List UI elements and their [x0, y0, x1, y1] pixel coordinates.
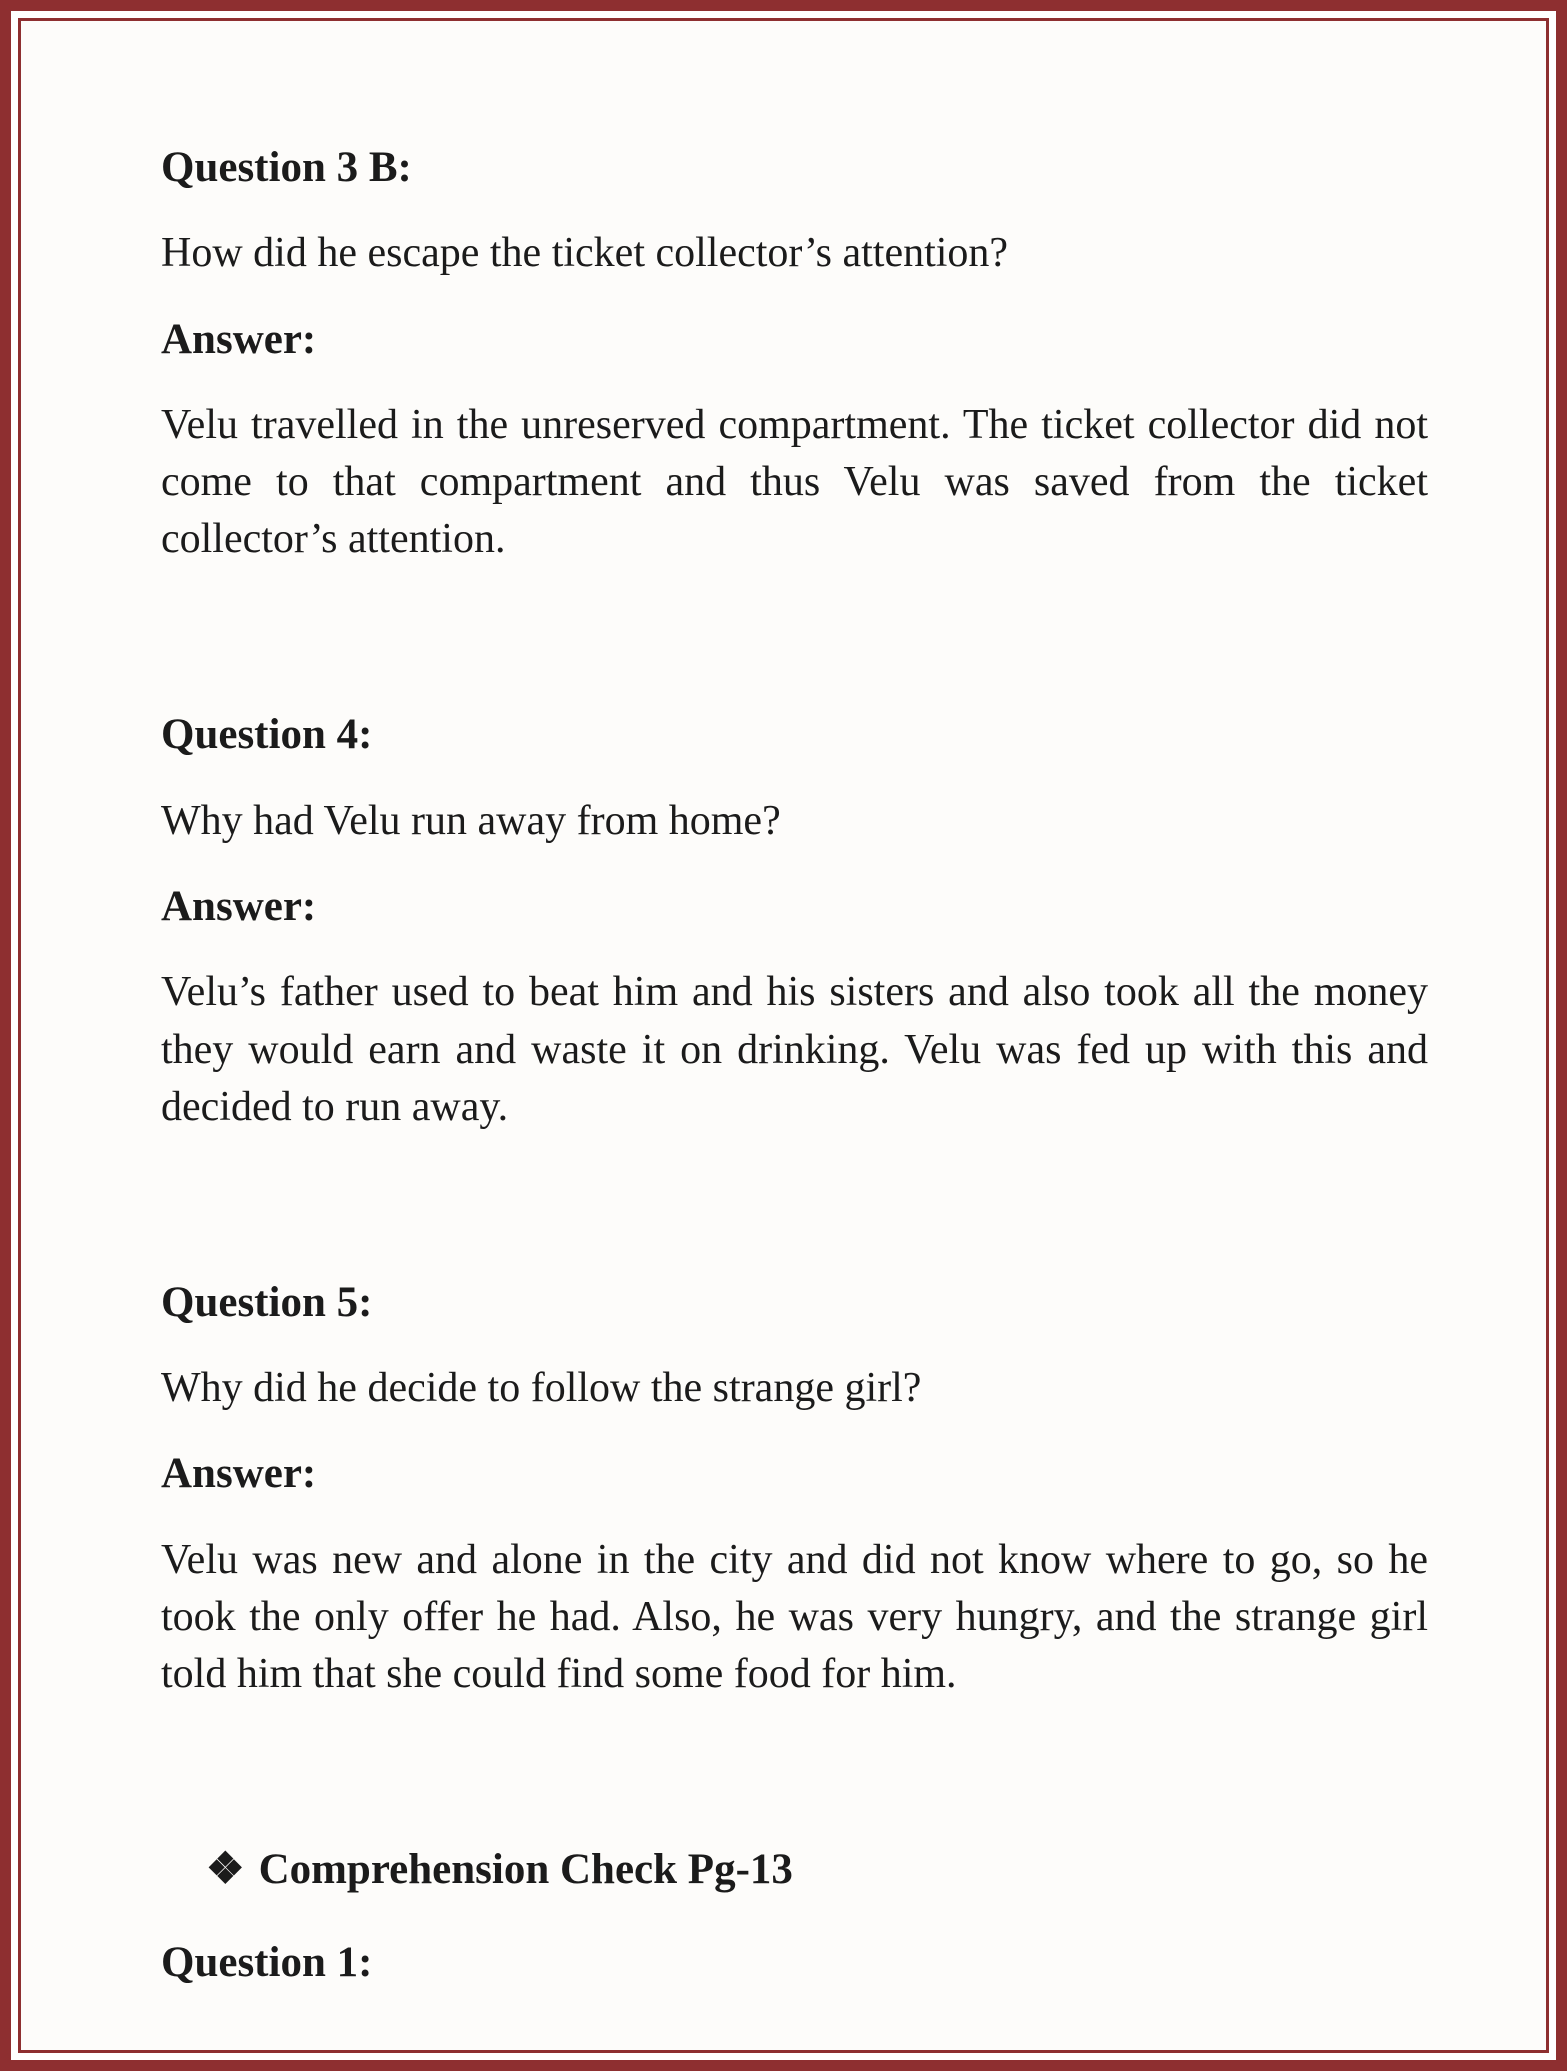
page-inner-frame [18, 18, 1549, 2053]
question-heading: Question 5: [161, 1278, 373, 1326]
answer-text: Velu’s father used to beat him and his sisters and also took all the money they would earn and waste it on drinking. Velu was fed up with this and decided to run away. [161, 969, 1428, 1130]
diamond-bullet-icon: ❖ [206, 1846, 245, 1894]
qa-section [161, 1274, 1428, 1703]
question-heading: Question 4: [161, 711, 373, 759]
qa-section [161, 139, 1428, 568]
comprehension-check-label: Comprehension Check Pg-13 [258, 1846, 793, 1894]
answer-label: Answer: [161, 315, 317, 363]
document-content [21, 21, 1546, 1992]
answer-text: Velu travelled in the unreserved compartment. The ticket collector did not come to that compartment and thus Velu was saved from the ticket collector’s attention. [161, 402, 1428, 563]
answer-label: Answer: [161, 882, 317, 930]
comprehension-check-heading [206, 1841, 1428, 1899]
question-text: Why did he decide to follow the strange girl? [161, 1365, 922, 1412]
question-heading: Question 3 B: [161, 144, 412, 191]
answer-label: Answer: [161, 1450, 317, 1498]
qa-section [161, 706, 1428, 1135]
question-text: How did he escape the ticket collector’s attention? [161, 230, 1009, 277]
next-question-heading: Question 1: [161, 1938, 373, 1986]
answer-text: Velu was new and alone in the city and did not know where to go, so he took the only offer he had. Also, he was very hungry, and the strange girl told him that she could find some food for him. [161, 1536, 1428, 1698]
question-text: Why had Velu run away from home? [161, 797, 781, 844]
